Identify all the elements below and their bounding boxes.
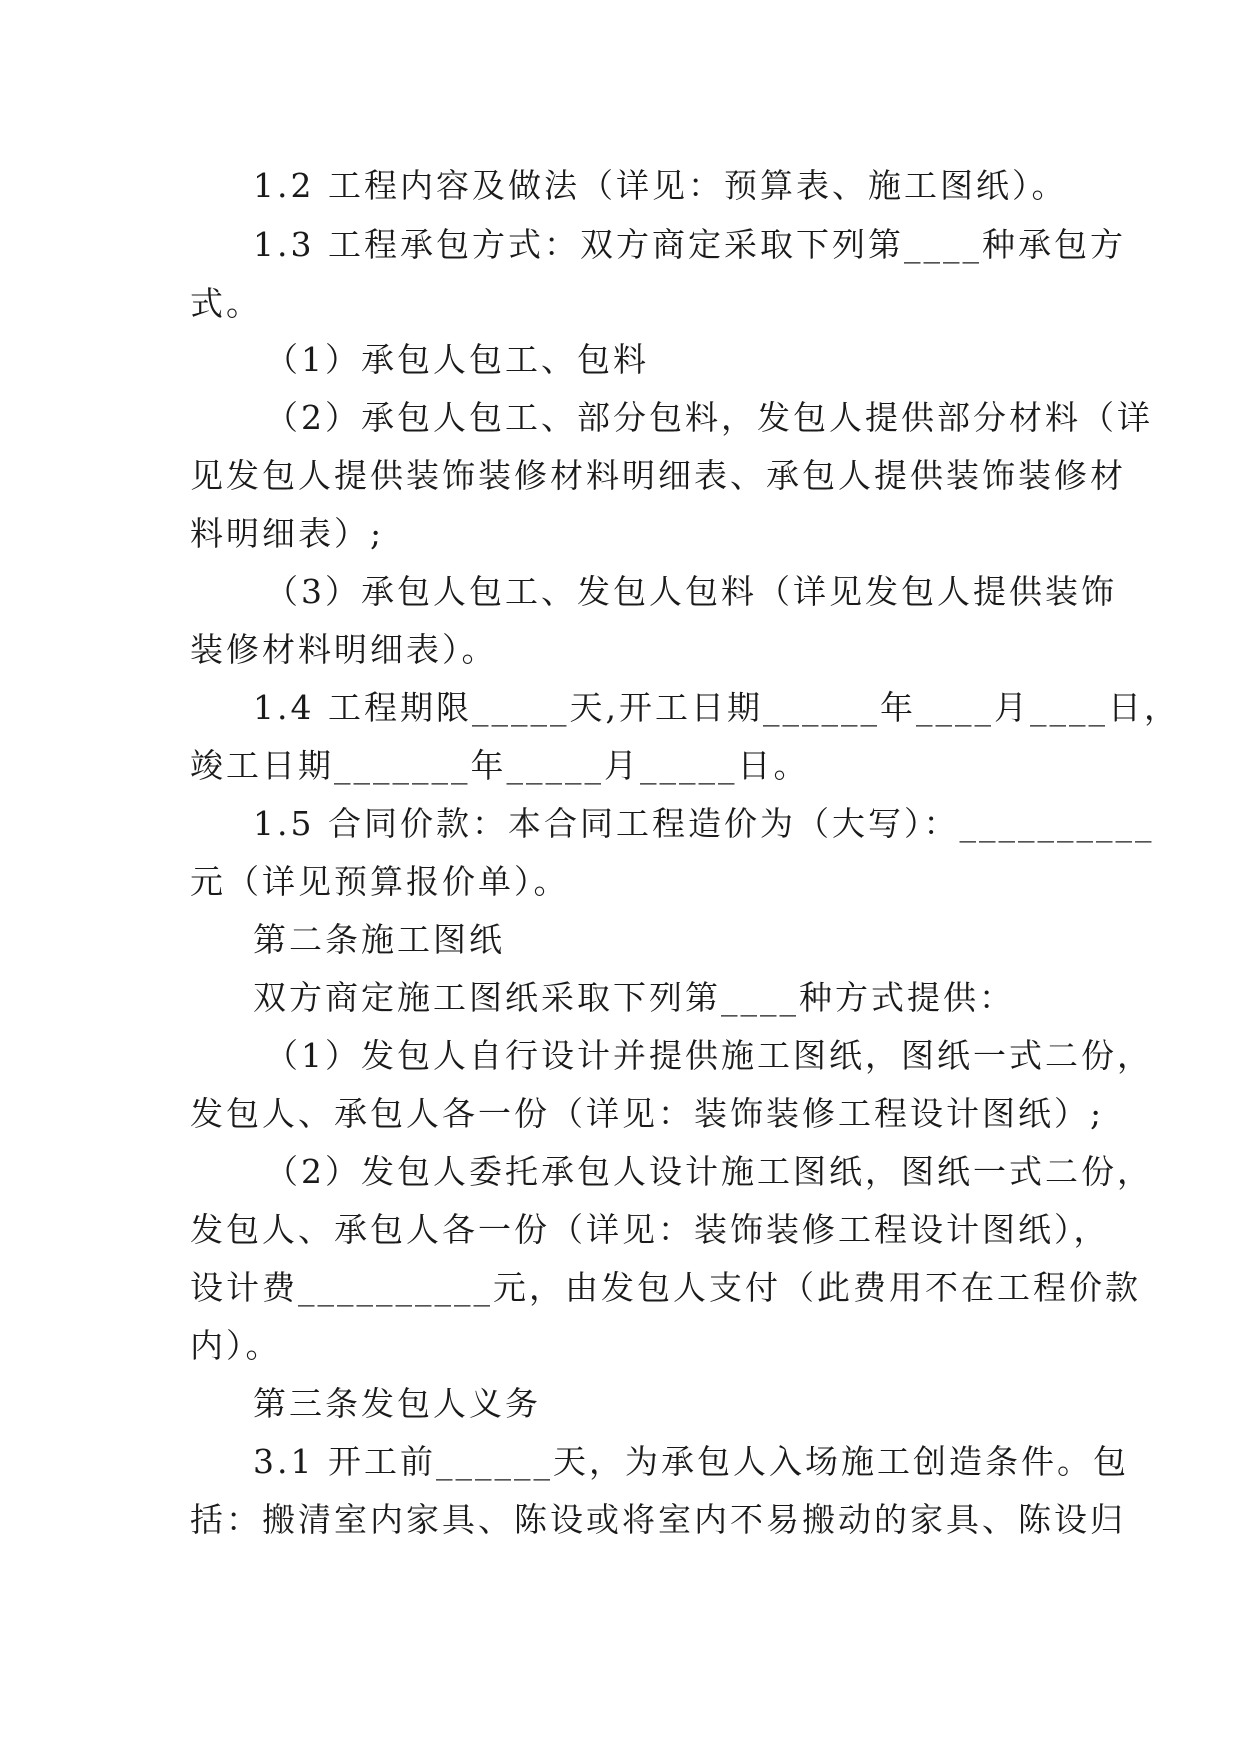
option-3-cont: 装修材料明细表）。 (190, 630, 498, 669)
drawing-option-2-cont-3: 内）。 (190, 1326, 282, 1365)
clause-3-1-cont: 括：搬清室内家具、陈设或将室内不易搬动的家具、陈设归 (190, 1500, 1126, 1539)
option-2-cont-1: 见发包人提供装饰装修材料明细表、承包人提供装饰装修材 (190, 456, 1126, 495)
section-3-heading: 第三条发包人义务 (253, 1384, 541, 1423)
clause-1-5-cont: 元（详见预算报价单）。 (190, 862, 570, 901)
clause-1-3: 1.3 工程承包方式：双方商定采取下列第____种承包方 (253, 225, 1126, 264)
clause-1-3-cont: 式。 (190, 284, 262, 323)
section-2-intro: 双方商定施工图纸采取下列第____种方式提供： (253, 978, 1015, 1017)
clause-1-2: 1.2 工程内容及做法（详见：预算表、施工图纸）。 (253, 166, 1068, 205)
drawing-option-2-cont-2: 设计费__________元，由发包人支付（此费用不在工程价款 (190, 1268, 1141, 1307)
clause-1-5: 1.5 合同价款：本合同工程造价为（大写）：__________ (253, 804, 1155, 843)
clause-1-4-cont: 竣工日期_______年_____月_____日。 (190, 746, 810, 785)
section-2-heading: 第二条施工图纸 (253, 920, 505, 959)
option-1: （1）承包人包工、包料 (265, 340, 649, 379)
clause-3-1: 3.1 开工前______天，为承包人入场施工创造条件。包 (253, 1442, 1129, 1481)
option-3: （3）承包人包工、发包人包料（详见发包人提供装饰 (265, 572, 1117, 611)
drawing-option-2: （2）发包人委托承包人设计施工图纸，图纸一式二份， (265, 1152, 1153, 1191)
clause-1-4: 1.4 工程期限_____天,开工日期______年____月____日， (253, 688, 1180, 727)
drawing-option-1-cont: 发包人、承包人各一份（详见：装饰装修工程设计图纸）; (190, 1094, 1105, 1133)
option-2: （2）承包人包工、部分包料，发包人提供部分材料（详 (265, 398, 1153, 437)
drawing-option-2-cont-1: 发包人、承包人各一份（详见：装饰装修工程设计图纸）， (190, 1210, 1110, 1249)
option-2-cont-2: 料明细表）; (190, 514, 385, 553)
drawing-option-1: （1）发包人自行设计并提供施工图纸，图纸一式二份， (265, 1036, 1153, 1075)
